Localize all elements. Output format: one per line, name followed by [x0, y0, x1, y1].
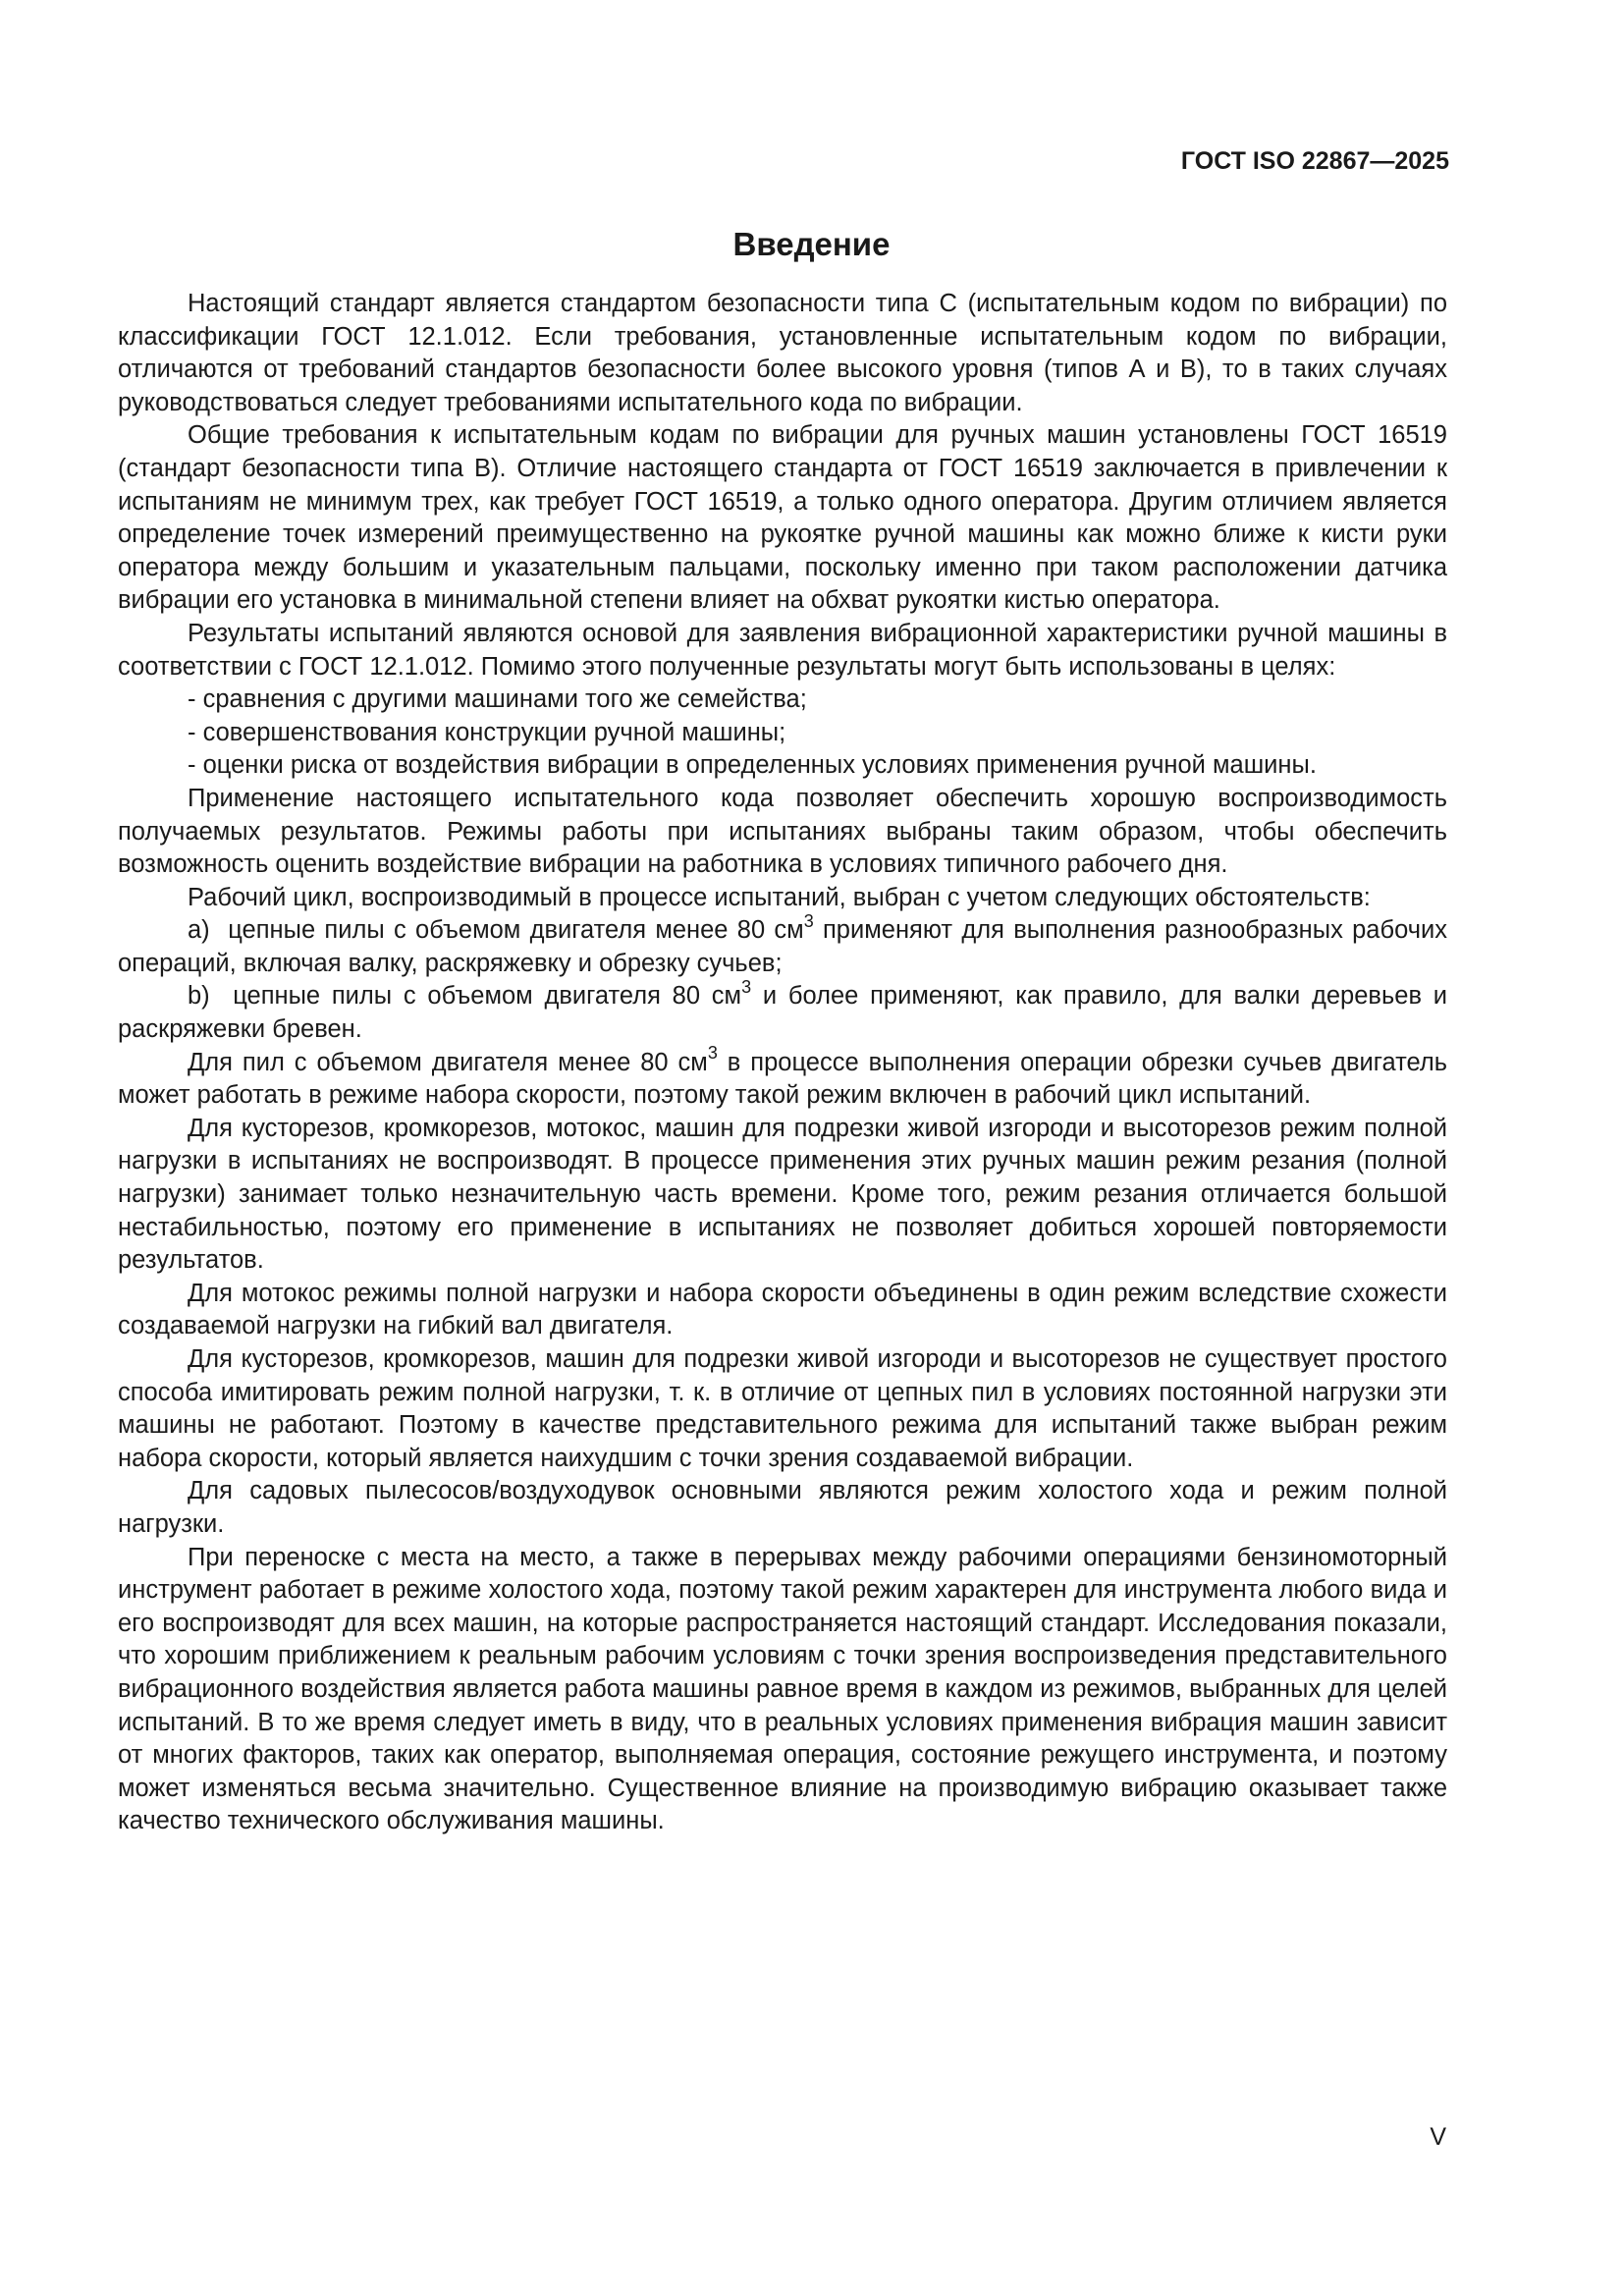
section-title: Введение: [732, 226, 891, 262]
paragraph: Общие требования к испытательным кодам по вибрации для ручных машин установлены ГОСТ 16519 (стандарт безопасности типа В). Отличие настоящего стандарта от ГОСТ 16519 заключается в привлечении к испытаниям не минимум трех, как требует ГОСТ 16519, а только одного оператора. Другим отличием является определение точек измерений преимущественно на рукоятке ручной машины как можно ближе к кисти руки оператора между большим и указательным пальцами, поскольку именно при таком расположении датчика вибрации его установка в минимальной степени влияет на обхват рукоятки кистью оператора.: [118, 421, 1447, 615]
body-text: [118, 288, 1447, 1838]
item-b-text: b) цепные пилы с объемом двигателя 80 см: [188, 982, 742, 1011]
para-saws-text-cont: в процессе выполнения операции обрезки сучьев двигатель может работать в режиме набора скорости, поэтому такой режим включен в рабочий цикл испытаний.: [118, 1048, 1447, 1110]
item-b-text-cont: и более применяют, как правило, для валки деревьев и раскряжевки бревен.: [118, 982, 1447, 1044]
paragraph: Для кусторезов, кромкорезов, мотокос, машин для подрезки живой изгороди и высоторезов режим полной нагрузки в испытаниях не воспроизводят. В процессе применения этих ручных машин режим резания (полной нагрузки) занимает только незначительную часть времени. Кроме того, режим резания отличается большой нестабильностью, поэтому его применение в испытаниях не позволяет добиться хорошей повторяемости результатов.: [118, 1114, 1447, 1275]
paragraph: Для садовых пылесосов/воздуходувок основными являются режим холостого хода и режим полной нагрузки.: [118, 1477, 1447, 1538]
para-saws-text: Для пил с объемом двигателя менее 80 см: [188, 1048, 708, 1076]
item-a: [118, 910, 1447, 980]
paragraph: Для кусторезов, кромкорезов, машин для подрезки живой изгороди и высоторезов не существует простого способа имитировать режим полной нагрузки, т. к. в отличие от цепных пил в условиях постоянной нагрузки эти машины не работают. Поэтому в качестве представительного режима для испытаний также выбран режим набора скорости, который является наихудшим с точки зрения создаваемой вибрации.: [118, 1345, 1447, 1472]
item-a-text: a) цепные пилы с объемом двигателя менее 80 см: [188, 916, 804, 945]
list-item: - совершенствования конструкции ручной машины;: [188, 717, 1447, 750]
superscript: 3: [707, 1043, 718, 1064]
paragraph-saws: [118, 1043, 1447, 1113]
paragraph: Для мотокос режимы полной нагрузки и набора скорости объединены в один режим вследствие схожести создаваемой нагрузки на гибкий вал двигателя.: [118, 1279, 1447, 1340]
list-item: - сравнения с другими машинами того же семейства;: [188, 683, 1447, 717]
paragraph: Рабочий цикл, воспроизводимый в процессе испытаний, выбран с учетом следующих обстоятельств:: [188, 883, 1371, 911]
item-a-text-cont: применяют для выполнения разнообразных рабочих операций, включая валку, раскряжевку и обрезку сучьев;: [118, 916, 1447, 977]
list-item: - оценки риска от воздействия вибрации в определенных условиях применения ручной машины.: [188, 749, 1447, 783]
item-b: [118, 976, 1447, 1046]
page-number: V: [1430, 2123, 1446, 2151]
superscript: 3: [741, 976, 752, 997]
paragraph: Применение настоящего испытательного кода позволяет обеспечить хорошую воспроизводимость получаемых результатов. Режимы работы при испытаниях выбраны таким образом, чтобы обеспечить возможность оценить воздействие вибрации на работника в условиях типичного рабочего дня.: [118, 784, 1447, 879]
superscript: 3: [803, 910, 814, 931]
paragraph: Результаты испытаний являются основой для заявления вибрационной характеристики ручной машины в соответствии с ГОСТ 12.1.012. Помимо этого полученные результаты могут быть использованы в целях:: [118, 619, 1447, 681]
paragraph: При переноске с места на место, а также в перерывах между рабочими операциями бензиномоторный инструмент работает в режиме холостого хода, поэтому такой режим характерен для инструмента любого вида и его воспроизводят для всех машин, на которые распространяется настоящий стандарт. Исследования показали, что хорошим приближением к реальным рабочим условиям с точки зрения воспроизведения представительного вибрационного воздействия является работа машины равное время в каждом из режимов, выбранных для целей испытаний. В то же время следует иметь в виду, что в реальных условиях применения вибрация машин зависит от многих факторов, таких как оператор, выполняемая операция, состояние режущего инструмента, и поэтому может изменяться весьма значительно. Существенное влияние на производимую вибрацию оказывает также качество технического обслуживания машины.: [118, 1543, 1447, 1835]
paragraph: Настоящий стандарт является стандартом безопасности типа С (испытательным кодом по вибрации) по классификации ГОСТ 12.1.012. Если требования, установленные испытательным кодом по вибрации, отличаются от требований стандартов безопасности более высокого уровня (типов А и В), то в таких случаях руководствоваться следует требованиями испытательного кода по вибрации.: [118, 290, 1447, 416]
document-code: ГОСТ ISO 22867—2025: [1180, 147, 1449, 175]
purpose-list: [118, 683, 1447, 783]
